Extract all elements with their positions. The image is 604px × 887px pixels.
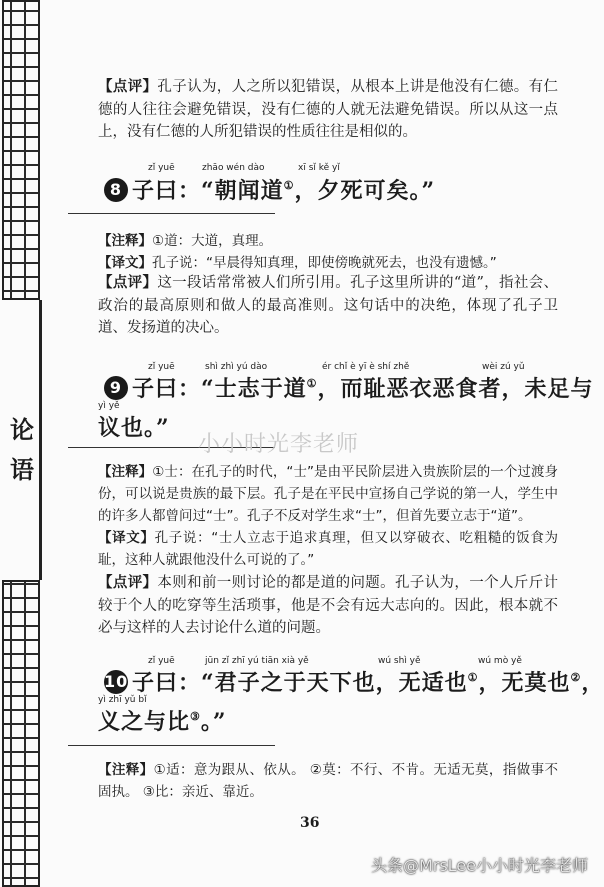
annotation-text: ①道：大道，真理。	[152, 233, 273, 249]
divider	[68, 213, 275, 214]
verse-text: ，而耻恶衣恶食者，未足与	[317, 376, 594, 402]
divider	[68, 745, 275, 746]
pinyin: zǐ yuē	[148, 362, 175, 372]
pinyin: yì yě	[98, 401, 120, 411]
pinyin: wèi zú yǔ	[482, 362, 525, 372]
fret-pattern-top	[2, 0, 40, 300]
footnote-marker: ①	[467, 671, 479, 684]
annotation-text: ①士：在孔子的时代，“士”是由平民阶层进入贵族阶层的一个过渡身份，可以说是贵族的最下层。孔子是在平民中宣扬自己学说的第一人，学生中的许多人都曾问过“士”。孔子不反对学生求“士”，但首先要立志于“道”。	[98, 464, 559, 524]
comment	[98, 272, 558, 340]
pinyin: ér chǐ è yī è shí zhě	[322, 362, 410, 372]
verse-text: 子曰：“君子之于天下也，无适也	[132, 670, 468, 696]
page-number: 36	[300, 815, 320, 831]
watermark-bottom: 头条@MrsLee小小时光李老师	[370, 856, 588, 875]
translation-tag: 【译文】	[98, 255, 152, 271]
annotation-text: ①适：意为跟从、依从。 ②莫：不行、不肯。无适无莫，指做事不固执。 ③比：亲近、靠近。	[98, 762, 558, 800]
translation-text: 孔子说：“士人立志于追求真理，但又以穿破衣、吃粗糙的饭食为耻，这种人就跟他没什么可说的了。”	[98, 530, 558, 568]
verse-text: 。”	[200, 709, 227, 735]
section-number-badge: 8	[104, 178, 128, 202]
fret-pattern-bottom	[2, 580, 40, 887]
translation	[98, 252, 558, 274]
verse-heading	[104, 372, 594, 403]
annotation	[98, 230, 558, 252]
pinyin: zǐ yuē	[148, 163, 175, 173]
annotation-tag: 【注释】	[98, 762, 154, 778]
footnote-marker: ②	[570, 671, 582, 684]
annotation-tag: 【注释】	[98, 464, 153, 480]
section-number-badge: 10	[104, 670, 128, 694]
comment-tag: 【点评】	[98, 274, 158, 291]
prev-comment	[98, 76, 558, 144]
verse-heading	[104, 666, 604, 697]
verse-text: 义之与比	[98, 709, 191, 735]
verse-heading-cont	[98, 705, 227, 736]
annotation	[98, 461, 558, 527]
verse-heading-cont: 议也。”	[98, 415, 170, 441]
translation-tag: 【译文】	[98, 530, 155, 546]
verse-text: ，无莫也	[478, 670, 571, 696]
verse-text: ，夕死可矣。”	[294, 178, 436, 204]
section-number-badge: 9	[104, 376, 128, 400]
comment	[98, 572, 558, 640]
comment-text: 这一段话常常被人们所引用。孔子这里所讲的“道”，指社会、政治的最高原则和做人的最高准则。这句话中的决绝，体现了孔子卫道、发扬道的决心。	[98, 275, 558, 336]
pinyin: wú mò yě	[478, 656, 522, 666]
verse-heading	[104, 174, 435, 205]
pinyin: wú shì yě	[378, 656, 421, 666]
comment-text: 孔子认为，人之所以犯错误，从根本上讲是他没有仁德。有仁德的人往往会避免错误，没有仁德的人就无法避免错误。所以从这一点上，没有仁德的人所犯错误的性质往往是相似的。	[98, 79, 559, 140]
comment-tag: 【点评】	[98, 574, 158, 591]
pinyin: shì zhì yú dào	[205, 362, 268, 372]
verse-text: 子曰：“朝闻道	[132, 178, 284, 204]
annotation	[98, 759, 558, 803]
pinyin: yì zhī yǔ bǐ	[98, 695, 147, 705]
footnote-marker: ③	[190, 710, 201, 723]
verse-text: 子曰：“士志于道	[132, 376, 307, 402]
watermark-center: 小小时光李老师	[198, 432, 360, 457]
footnote-marker: ①	[306, 377, 318, 390]
pinyin: jūn zǐ zhī yú tiān xià yě	[205, 656, 309, 666]
translation	[98, 527, 558, 571]
pinyin: zhāo wén dào	[202, 163, 265, 173]
comment-tag: 【点评】	[98, 78, 158, 95]
comment-text: 本则和前一则讨论的都是道的问题。孔子认为，一个人斤斤计较于个人的吃穿等生活琐事，他是不会有远大志向的。因此，根本就不必与这样的人去讨论什么道的问题。	[98, 575, 559, 636]
pinyin: zǐ yuē	[148, 656, 175, 666]
translation-text: 孔子说：“早晨得知真理，即使傍晚就死去，也没有遗憾。”	[152, 255, 497, 271]
annotation-tag: 【注释】	[98, 233, 152, 249]
footnote-marker: ①	[283, 179, 295, 192]
verse-text: ，	[581, 670, 604, 696]
spine-title: 论语	[10, 415, 34, 484]
pinyin: xī sǐ kě yǐ	[298, 163, 340, 173]
